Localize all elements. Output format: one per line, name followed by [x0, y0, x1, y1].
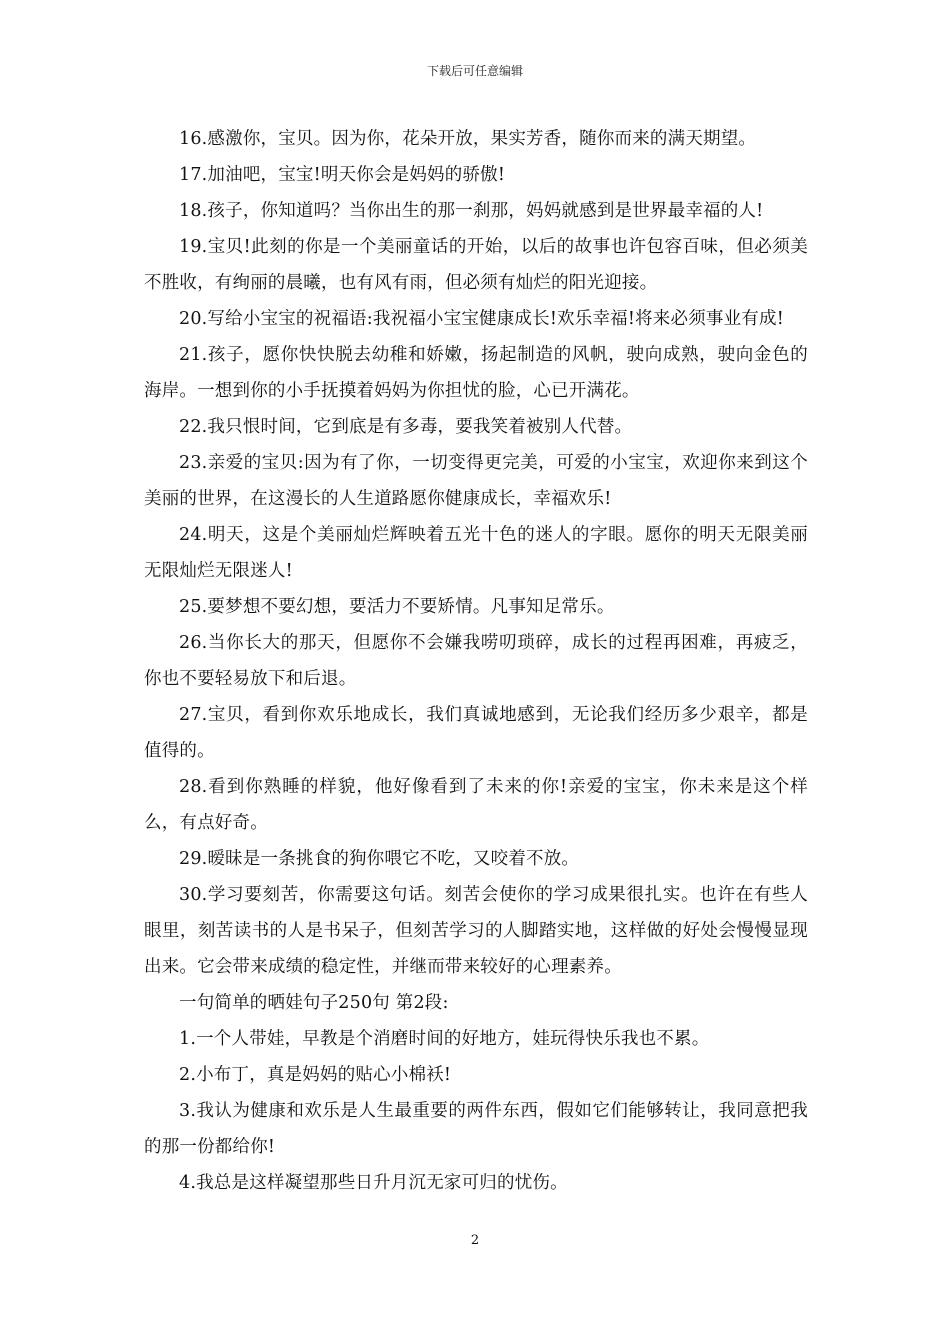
paragraph: 25.要梦想不要幻想，要活力不要矫情。凡事知足常乐。: [179, 597, 615, 617]
paragraph: 29.暧昧是一条挑食的狗你喂它不吃，又咬着不放。: [179, 849, 580, 869]
paragraph: 16.感激你，宝贝。因为你，花朵开放，果实芳香，随你而来的满天期望。: [179, 129, 757, 149]
paragraph: 19.宝贝!此刻的你是一个美丽童话的开始，以后的故事也许包容百味，但必须美不胜收，有绚丽的晨曦，也有风有雨，但必须有灿烂的阳光迎接。: [144, 237, 808, 293]
paragraph: 3.我认为健康和欢乐是人生最重要的两件东西，假如它们能够转让，我同意把我的那一份都给你!: [144, 1101, 808, 1157]
page-header: 下载后可任意编辑: [426, 64, 523, 78]
paragraph: 23.亲爱的宝贝:因为有了你，一切变得更完美，可爱的小宝宝，欢迎你来到这个美丽的世界，在这漫长的人生道路愿你健康成长，幸福欢乐!: [144, 453, 808, 509]
paragraph: 27.宝贝，看到你欢乐地成长，我们真诚地感到，无论我们经历多少艰辛，都是值得的。: [144, 705, 808, 761]
paragraph: 17.加油吧，宝宝!明天你会是妈妈的骄傲!: [179, 165, 506, 185]
paragraph: 26.当你长大的那天，但愿你不会嫌我唠叨琐碎，成长的过程再困难，再疲乏，你也不要轻易放下和后退。: [144, 633, 808, 689]
paragraph: 4.我总是这样凝望那些日升月沉无家可归的忧伤。: [179, 1173, 568, 1193]
paragraph: 28.看到你熟睡的样貌，他好像看到了未来的你!亲爱的宝宝，你未来是这个样么，有点好奇。: [144, 777, 808, 833]
paragraph: 30.学习要刻苦，你需要这句话。刻苦会使你的学习成果很扎实。也许在有些人眼里，刻苦读书的人是书呆子，但刻苦学习的人脚踏实地，这样做的好处会慢慢显现出来。它会带来成绩的稳定性，并继而带来较好的心理素养。: [144, 885, 808, 977]
section-heading: 一句简单的晒娃句子250句 第2段:: [179, 993, 449, 1013]
paragraph: 2.小布丁，真是妈妈的贴心小棉袄!: [179, 1065, 452, 1085]
paragraph: 24.明天，这是个美丽灿烂辉映着五光十色的迷人的字眼。愿你的明天无限美丽无限灿烂无限迷人!: [144, 525, 808, 581]
paragraph: 18.孩子，你知道吗？当你出生的那一刹那，妈妈就感到是世界最幸福的人!: [179, 201, 764, 221]
document-body: [144, 121, 808, 1201]
page-number: 2: [470, 1233, 480, 1248]
paragraph: 20.写给小宝宝的祝福语:我祝福小宝宝健康成长!欢乐幸福!将来必须事业有成!: [179, 309, 784, 329]
paragraph: 22.我只恨时间，它到底是有多毒，要我笑着被别人代替。: [179, 417, 633, 437]
paragraph: 1.一个人带娃，早教是个消磨时间的好地方，娃玩得快乐我也不累。: [179, 1029, 710, 1049]
paragraph: 21.孩子，愿你快快脱去幼稚和娇嫩，扬起制造的风帆，驶向成熟，驶向金色的海岸。一想到你的小手抚摸着妈妈为你担忧的脸，心已开满花。: [144, 345, 808, 401]
